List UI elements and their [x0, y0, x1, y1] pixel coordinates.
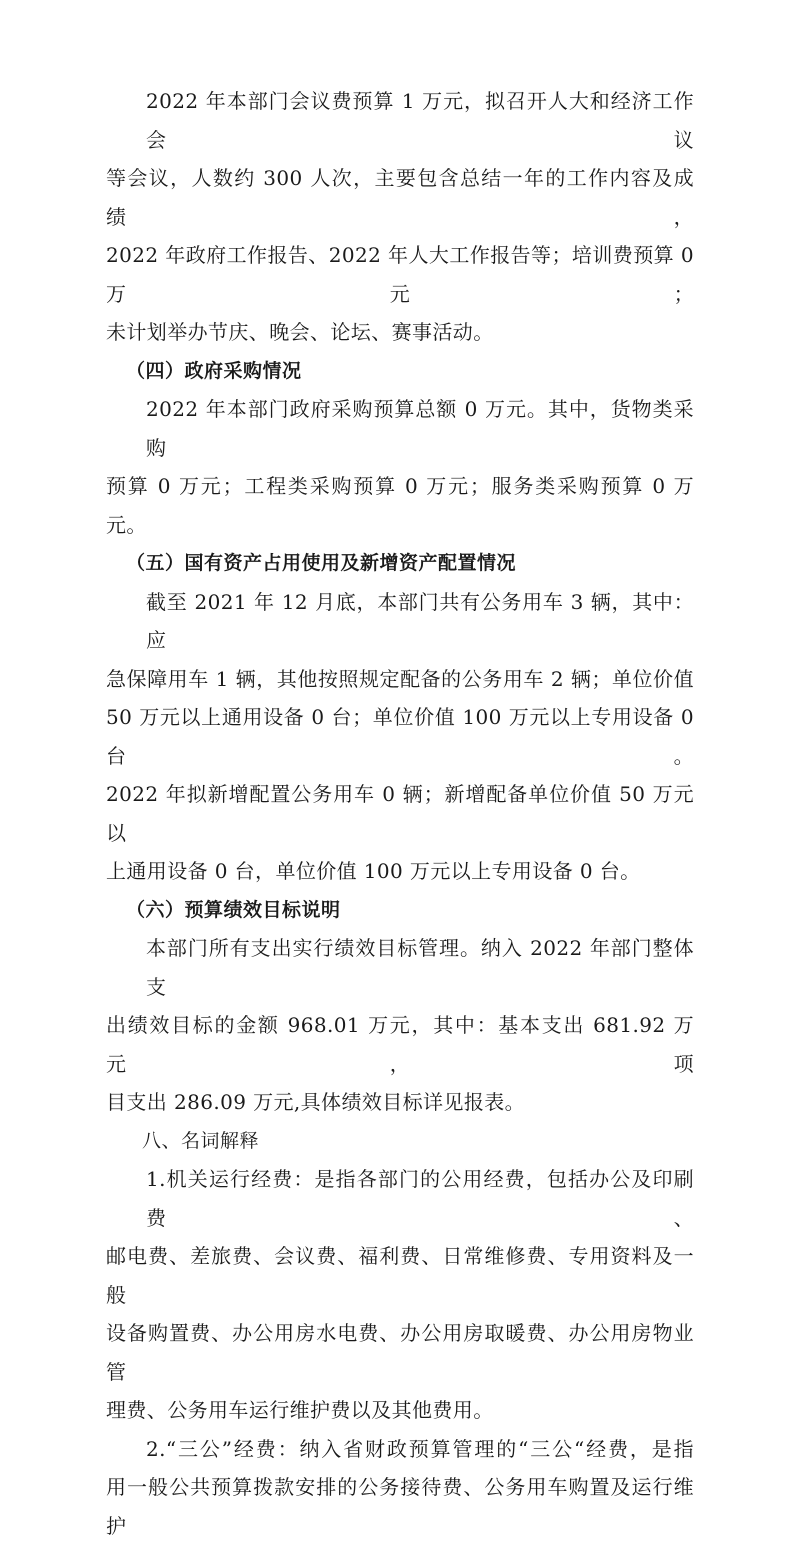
text-line: 未计划举办节庆、晚会、论坛、赛事活动。	[106, 313, 694, 352]
text-line: 设备购置费、办公用房水电费、办公用房取暖费、办公用房物业管	[106, 1314, 694, 1391]
paragraph	[106, 390, 694, 544]
text-line: 预算 0 万元；工程类采购预算 0 万元；服务类采购预算 0 万元。	[106, 467, 694, 544]
text-line: 2022 年本部门政府采购预算总额 0 万元。其中，货物类采购	[106, 390, 694, 467]
document-body	[106, 82, 694, 1545]
text-line: 用一般公共预算拨款安排的公务接待费、公务用车购置及运行维护	[106, 1468, 694, 1545]
text-line: 2.“三公”经费：纳入省财政预算管理的“三公“经费，是指	[106, 1430, 694, 1469]
paragraph	[106, 583, 694, 891]
text-line: 2022 年政府工作报告、2022 年人大工作报告等；培训费预算 0 万元；	[106, 236, 694, 313]
section-heading: （五）国有资产占用使用及新增资产配置情况	[106, 544, 694, 583]
paragraph	[106, 1160, 694, 1430]
text-line: 理费、公务用车运行维护费以及其他费用。	[106, 1391, 694, 1430]
text-line: 出绩效目标的金额 968.01 万元，其中：基本支出 681.92 万元，项	[106, 1006, 694, 1083]
text-line: 目支出 286.09 万元,具体绩效目标详见报表。	[106, 1083, 694, 1122]
text-line: 急保障用车 1 辆，其他按照规定配备的公务用车 2 辆；单位价值	[106, 660, 694, 699]
section-heading: （四）政府采购情况	[106, 352, 694, 391]
text-line: 2022 年本部门会议费预算 1 万元，拟召开人大和经济工作会议	[106, 82, 694, 159]
text-line: 1.机关运行经费：是指各部门的公用经费，包括办公及印刷费、	[106, 1160, 694, 1237]
text-line: 截至 2021 年 12 月底，本部门共有公务用车 3 辆，其中：应	[106, 583, 694, 660]
text-line: 本部门所有支出实行绩效目标管理。纳入 2022 年部门整体支	[106, 929, 694, 1006]
text-line: 上通用设备 0 台，单位价值 100 万元以上专用设备 0 台。	[106, 852, 694, 891]
text-line: 等会议，人数约 300 人次，主要包含总结一年的工作内容及成绩，	[106, 159, 694, 236]
text-line: 50 万元以上通用设备 0 台；单位价值 100 万元以上专用设备 0 台。	[106, 698, 694, 775]
paragraph	[106, 929, 694, 1122]
paragraph	[106, 1430, 694, 1545]
section-heading: （六）预算绩效目标说明	[106, 891, 694, 930]
text-line: 2022 年拟新增配置公务用车 0 辆；新增配备单位价值 50 万元以	[106, 775, 694, 852]
text-line: 邮电费、差旅费、会议费、福利费、日常维修费、专用资料及一般	[106, 1237, 694, 1314]
paragraph	[106, 82, 694, 352]
section-heading: 八、名词解释	[106, 1122, 694, 1161]
